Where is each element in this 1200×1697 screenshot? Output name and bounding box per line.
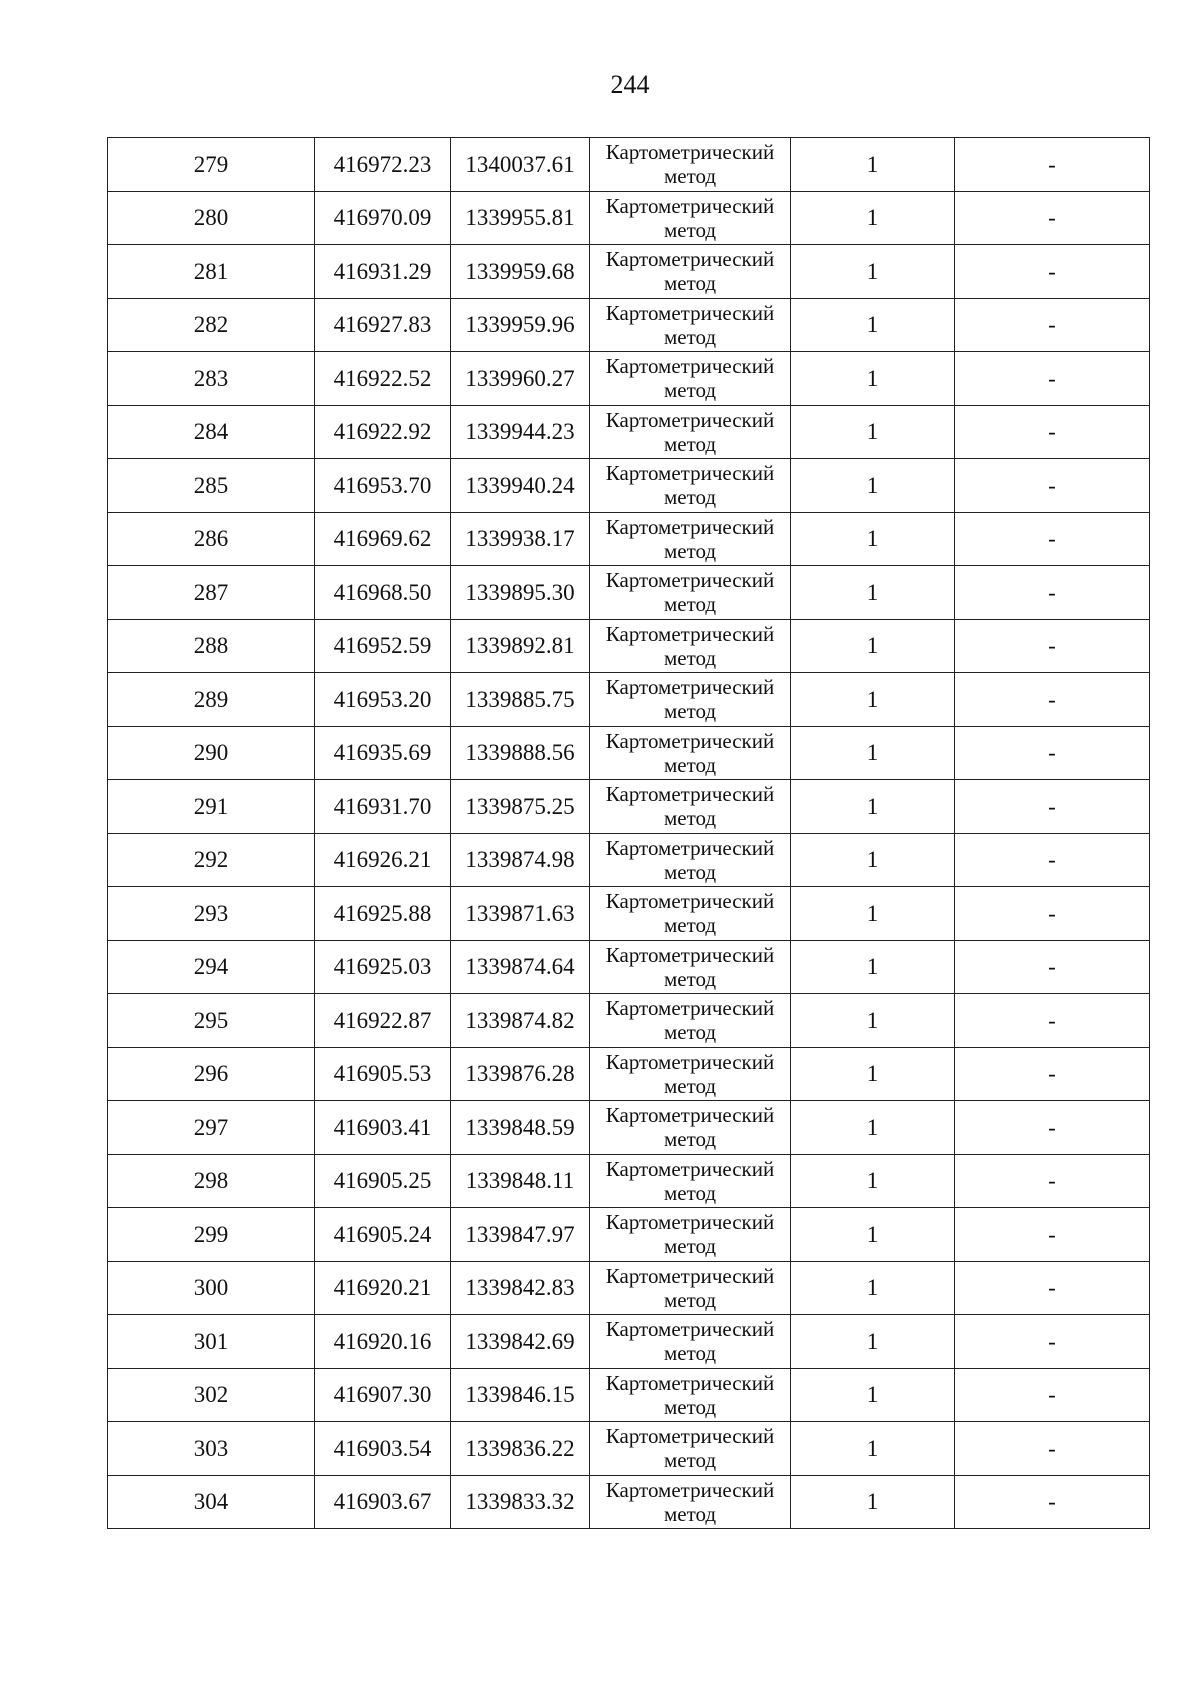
method-line-1: Картометрический: [605, 140, 775, 165]
method-cell: [590, 940, 791, 994]
y-coordinate-cell: 1339875.25: [451, 780, 590, 834]
y-coordinate-cell: 1339955.81: [451, 191, 590, 245]
method-line-1: Картометрический: [605, 1049, 775, 1074]
accuracy-cell: 1: [791, 566, 955, 620]
table-row: [108, 1368, 1150, 1422]
method-line-2: метод: [663, 1448, 717, 1473]
method-line-2: метод: [663, 1234, 717, 1259]
method-line-1: Картометрический: [605, 1477, 775, 1502]
note-cell: -: [955, 405, 1150, 459]
accuracy-cell: 1: [791, 459, 955, 513]
table-row: [108, 1101, 1150, 1155]
method-line-2: метод: [663, 538, 717, 563]
method-line-1: Картометрический: [605, 300, 775, 325]
x-coordinate-cell: 416905.24: [315, 1208, 451, 1262]
method-cell: [590, 352, 791, 406]
note-cell: -: [955, 1475, 1150, 1529]
y-coordinate-cell: 1339876.28: [451, 1047, 590, 1101]
method-line-2: метод: [663, 1341, 717, 1366]
point-number-cell: 287: [108, 566, 315, 620]
method-line-2: метод: [663, 378, 717, 403]
method-cell: [590, 1101, 791, 1155]
table-row: [108, 780, 1150, 834]
method-cell: [590, 619, 791, 673]
x-coordinate-cell: 416970.09: [315, 191, 451, 245]
note-cell: -: [955, 1368, 1150, 1422]
x-coordinate-cell: 416903.67: [315, 1475, 451, 1529]
method-line-2: метод: [663, 1180, 717, 1205]
coordinates-table-body: [108, 138, 1150, 1529]
table-row: [108, 1422, 1150, 1476]
note-cell: -: [955, 726, 1150, 780]
method-line-2: метод: [663, 1394, 717, 1419]
x-coordinate-cell: 416972.23: [315, 138, 451, 192]
method-cell: [590, 726, 791, 780]
method-line-1: Картометрический: [605, 996, 775, 1021]
note-cell: -: [955, 1101, 1150, 1155]
method-cell: [590, 298, 791, 352]
x-coordinate-cell: 416905.53: [315, 1047, 451, 1101]
note-cell: -: [955, 1261, 1150, 1315]
point-number-cell: 279: [108, 138, 315, 192]
x-coordinate-cell: 416907.30: [315, 1368, 451, 1422]
table-row: [108, 994, 1150, 1048]
note-cell: -: [955, 1154, 1150, 1208]
method-cell: [590, 1368, 791, 1422]
x-coordinate-cell: 416903.41: [315, 1101, 451, 1155]
point-number-cell: 298: [108, 1154, 315, 1208]
method-line-1: Картометрический: [605, 1103, 775, 1128]
method-line-1: Картометрический: [605, 407, 775, 432]
note-cell: -: [955, 1315, 1150, 1369]
method-line-1: Картометрический: [605, 889, 775, 914]
accuracy-cell: 1: [791, 138, 955, 192]
note-cell: -: [955, 138, 1150, 192]
point-number-cell: 284: [108, 405, 315, 459]
point-number-cell: 286: [108, 512, 315, 566]
accuracy-cell: 1: [791, 1368, 955, 1422]
y-coordinate-cell: 1339944.23: [451, 405, 590, 459]
x-coordinate-cell: 416968.50: [315, 566, 451, 620]
point-number-cell: 283: [108, 352, 315, 406]
table-row: [108, 833, 1150, 887]
note-cell: -: [955, 940, 1150, 994]
table-row: [108, 352, 1150, 406]
point-number-cell: 300: [108, 1261, 315, 1315]
method-line-2: метод: [663, 217, 717, 242]
accuracy-cell: 1: [791, 352, 955, 406]
table-row: [108, 1475, 1150, 1529]
y-coordinate-cell: 1339833.32: [451, 1475, 590, 1529]
point-number-cell: 289: [108, 673, 315, 727]
method-line-2: метод: [663, 431, 717, 456]
method-line-1: Картометрический: [605, 568, 775, 593]
method-cell: [590, 1047, 791, 1101]
x-coordinate-cell: 416931.29: [315, 245, 451, 299]
point-number-cell: 292: [108, 833, 315, 887]
note-cell: -: [955, 245, 1150, 299]
table-row: [108, 138, 1150, 192]
accuracy-cell: 1: [791, 619, 955, 673]
y-coordinate-cell: 1339874.98: [451, 833, 590, 887]
accuracy-cell: 1: [791, 1475, 955, 1529]
note-cell: -: [955, 298, 1150, 352]
method-line-1: Картометрический: [605, 942, 775, 967]
method-line-2: метод: [663, 966, 717, 991]
table-row: [108, 298, 1150, 352]
table-row: [108, 245, 1150, 299]
method-line-2: метод: [663, 592, 717, 617]
accuracy-cell: 1: [791, 1261, 955, 1315]
note-cell: -: [955, 1208, 1150, 1262]
accuracy-cell: 1: [791, 994, 955, 1048]
table-row: [108, 1315, 1150, 1369]
method-cell: [590, 1208, 791, 1262]
x-coordinate-cell: 416969.62: [315, 512, 451, 566]
y-coordinate-cell: 1339960.27: [451, 352, 590, 406]
y-coordinate-cell: 1339846.15: [451, 1368, 590, 1422]
accuracy-cell: 1: [791, 298, 955, 352]
point-number-cell: 301: [108, 1315, 315, 1369]
method-line-2: метод: [663, 806, 717, 831]
accuracy-cell: 1: [791, 1315, 955, 1369]
x-coordinate-cell: 416952.59: [315, 619, 451, 673]
table-row: [108, 619, 1150, 673]
y-coordinate-cell: 1339895.30: [451, 566, 590, 620]
note-cell: -: [955, 191, 1150, 245]
method-line-2: метод: [663, 164, 717, 189]
note-cell: -: [955, 352, 1150, 406]
accuracy-cell: 1: [791, 1208, 955, 1262]
point-number-cell: 285: [108, 459, 315, 513]
point-number-cell: 288: [108, 619, 315, 673]
y-coordinate-cell: 1339874.64: [451, 940, 590, 994]
point-number-cell: 282: [108, 298, 315, 352]
table-row: [108, 405, 1150, 459]
note-cell: -: [955, 1047, 1150, 1101]
table-row: [108, 673, 1150, 727]
accuracy-cell: 1: [791, 887, 955, 941]
point-number-cell: 293: [108, 887, 315, 941]
accuracy-cell: 1: [791, 726, 955, 780]
x-coordinate-cell: 416953.20: [315, 673, 451, 727]
y-coordinate-cell: 1340037.61: [451, 138, 590, 192]
x-coordinate-cell: 416922.92: [315, 405, 451, 459]
table-row: [108, 191, 1150, 245]
method-cell: [590, 1261, 791, 1315]
method-line-2: метод: [663, 1501, 717, 1526]
accuracy-cell: 1: [791, 833, 955, 887]
point-number-cell: 280: [108, 191, 315, 245]
x-coordinate-cell: 416925.88: [315, 887, 451, 941]
accuracy-cell: 1: [791, 512, 955, 566]
method-line-1: Картометрический: [605, 782, 775, 807]
method-line-2: метод: [663, 485, 717, 510]
method-line-1: Картометрический: [605, 1317, 775, 1342]
method-cell: [590, 1422, 791, 1476]
method-cell: [590, 191, 791, 245]
accuracy-cell: 1: [791, 245, 955, 299]
y-coordinate-cell: 1339874.82: [451, 994, 590, 1048]
method-cell: [590, 138, 791, 192]
point-number-cell: 291: [108, 780, 315, 834]
method-line-2: метод: [663, 913, 717, 938]
table-row: [108, 459, 1150, 513]
x-coordinate-cell: 416922.87: [315, 994, 451, 1048]
method-line-2: метод: [663, 271, 717, 296]
y-coordinate-cell: 1339842.69: [451, 1315, 590, 1369]
method-line-1: Картометрический: [605, 193, 775, 218]
x-coordinate-cell: 416931.70: [315, 780, 451, 834]
table-row: [108, 1154, 1150, 1208]
y-coordinate-cell: 1339940.24: [451, 459, 590, 513]
table-row: [108, 1047, 1150, 1101]
method-line-1: Картометрический: [605, 675, 775, 700]
method-line-1: Картометрический: [605, 1263, 775, 1288]
method-line-1: Картометрический: [605, 514, 775, 539]
x-coordinate-cell: 416925.03: [315, 940, 451, 994]
note-cell: -: [955, 1422, 1150, 1476]
method-cell: [590, 1315, 791, 1369]
x-coordinate-cell: 416903.54: [315, 1422, 451, 1476]
x-coordinate-cell: 416935.69: [315, 726, 451, 780]
accuracy-cell: 1: [791, 673, 955, 727]
x-coordinate-cell: 416927.83: [315, 298, 451, 352]
x-coordinate-cell: 416953.70: [315, 459, 451, 513]
method-line-1: Картометрический: [605, 1156, 775, 1181]
note-cell: -: [955, 780, 1150, 834]
point-number-cell: 290: [108, 726, 315, 780]
point-number-cell: 296: [108, 1047, 315, 1101]
method-cell: [590, 405, 791, 459]
y-coordinate-cell: 1339888.56: [451, 726, 590, 780]
y-coordinate-cell: 1339892.81: [451, 619, 590, 673]
table-row: [108, 1261, 1150, 1315]
method-cell: [590, 780, 791, 834]
note-cell: -: [955, 994, 1150, 1048]
method-cell: [590, 459, 791, 513]
note-cell: -: [955, 619, 1150, 673]
table-row: [108, 566, 1150, 620]
method-line-2: метод: [663, 859, 717, 884]
x-coordinate-cell: 416922.52: [315, 352, 451, 406]
method-line-2: метод: [663, 1020, 717, 1045]
y-coordinate-cell: 1339871.63: [451, 887, 590, 941]
method-line-2: метод: [663, 1287, 717, 1312]
point-number-cell: 304: [108, 1475, 315, 1529]
method-cell: [590, 887, 791, 941]
method-cell: [590, 994, 791, 1048]
point-number-cell: 302: [108, 1368, 315, 1422]
y-coordinate-cell: 1339842.83: [451, 1261, 590, 1315]
accuracy-cell: 1: [791, 1422, 955, 1476]
note-cell: -: [955, 459, 1150, 513]
method-line-2: метод: [663, 699, 717, 724]
method-cell: [590, 673, 791, 727]
method-line-1: Картометрический: [605, 247, 775, 272]
accuracy-cell: 1: [791, 1047, 955, 1101]
method-line-1: Картометрический: [605, 835, 775, 860]
method-line-1: Картометрический: [605, 728, 775, 753]
note-cell: -: [955, 512, 1150, 566]
method-cell: [590, 245, 791, 299]
table-row: [108, 512, 1150, 566]
accuracy-cell: 1: [791, 780, 955, 834]
method-line-1: Картометрический: [605, 1370, 775, 1395]
note-cell: -: [955, 673, 1150, 727]
method-line-2: метод: [663, 324, 717, 349]
y-coordinate-cell: 1339885.75: [451, 673, 590, 727]
y-coordinate-cell: 1339836.22: [451, 1422, 590, 1476]
method-line-2: метод: [663, 752, 717, 777]
accuracy-cell: 1: [791, 405, 955, 459]
method-line-1: Картометрический: [605, 354, 775, 379]
method-line-1: Картометрический: [605, 1424, 775, 1449]
x-coordinate-cell: 416926.21: [315, 833, 451, 887]
note-cell: -: [955, 566, 1150, 620]
table-row: [108, 1208, 1150, 1262]
point-number-cell: 295: [108, 994, 315, 1048]
accuracy-cell: 1: [791, 1101, 955, 1155]
point-number-cell: 294: [108, 940, 315, 994]
y-coordinate-cell: 1339938.17: [451, 512, 590, 566]
point-number-cell: 297: [108, 1101, 315, 1155]
method-cell: [590, 1475, 791, 1529]
method-line-1: Картометрический: [605, 621, 775, 646]
method-cell: [590, 512, 791, 566]
point-number-cell: 299: [108, 1208, 315, 1262]
page-number: 244: [610, 70, 650, 99]
y-coordinate-cell: 1339848.11: [451, 1154, 590, 1208]
table-row: [108, 887, 1150, 941]
method-cell: [590, 566, 791, 620]
point-number-cell: 281: [108, 245, 315, 299]
method-line-2: метод: [663, 1127, 717, 1152]
method-line-1: Картометрический: [605, 461, 775, 486]
table-row: [108, 940, 1150, 994]
y-coordinate-cell: 1339959.96: [451, 298, 590, 352]
coordinates-table: [107, 137, 1150, 1529]
y-coordinate-cell: 1339847.97: [451, 1208, 590, 1262]
x-coordinate-cell: 416920.16: [315, 1315, 451, 1369]
accuracy-cell: 1: [791, 1154, 955, 1208]
table-row: [108, 726, 1150, 780]
method-line-2: метод: [663, 1073, 717, 1098]
accuracy-cell: 1: [791, 940, 955, 994]
method-cell: [590, 1154, 791, 1208]
point-number-cell: 303: [108, 1422, 315, 1476]
method-line-2: метод: [663, 645, 717, 670]
note-cell: -: [955, 833, 1150, 887]
accuracy-cell: 1: [791, 191, 955, 245]
x-coordinate-cell: 416905.25: [315, 1154, 451, 1208]
y-coordinate-cell: 1339848.59: [451, 1101, 590, 1155]
method-line-1: Картометрический: [605, 1210, 775, 1235]
note-cell: -: [955, 887, 1150, 941]
x-coordinate-cell: 416920.21: [315, 1261, 451, 1315]
y-coordinate-cell: 1339959.68: [451, 245, 590, 299]
method-cell: [590, 833, 791, 887]
